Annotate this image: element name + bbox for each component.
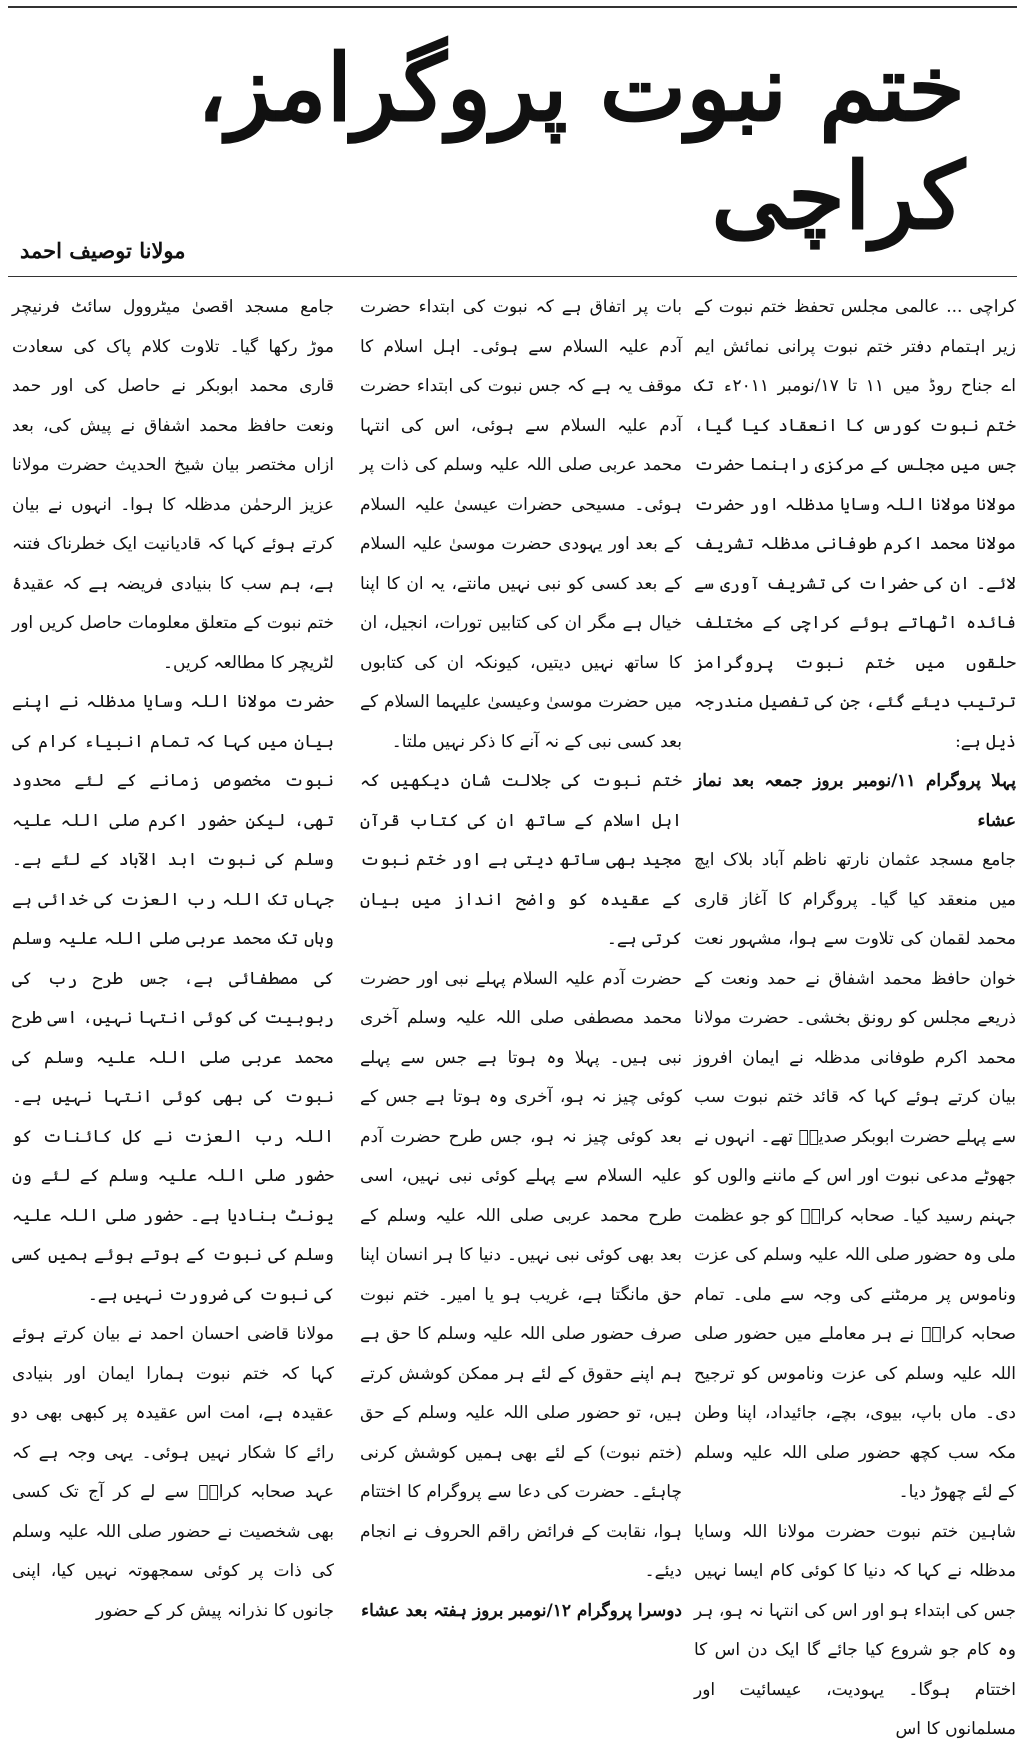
paragraph: جامع مسجد عثمان نارتھ ناظم آباد بلاک ایچ میں منعقد کیا گیا۔ پروگرام کا آغاز قاری محمد لقمان کی تلاوت سے ہوا، مشہور نعت خوان حافظ محمد اشفاق نے حمد ونعت کے ذریعے مجلس کو رونق بخشی۔ حضرت مولانا محمد اکرم طوفانی مدظلہ نے ایمان افروز بیان کرتے ہوئے کہا کہ قائد ختم نبوت سب سے پہلے حضرت ابوبکر صدیقؓ تھے۔ انہوں نے جھوٹے مدعی نبوت اور اس کے ماننے والوں کو جہنم رسید کیا۔ صحابہ کرامؓ کو جو عظمت ملی وہ حضور صلی اللہ علیہ وسلم کی عزت وناموس پر مرمٹنے کی وجہ سے ملی۔ تمام صحابہ کرامؓ نے ہر معاملے میں حضور صلی اللہ علیہ وسلم کی عزت وناموس کو ترجیح دی۔ ماں باپ، بیوی، بچے، جائیداد، اپنا وطن مکہ سب کچھ حضور صلی اللہ علیہ وسلم کے لئے چھوڑ دیا۔ bbox=[694, 850, 1016, 1502]
paragraph: شاہین ختم نبوت حضرت مولانا اللہ وسایا مدظلہ نے کہا کہ دنیا کا کوئی کام ایسا نہیں جس کی ابتداء ہو اور اس کی انتہا نہ ہو، ہر وہ کام جو شروع کیا جائے گا ایک دن اس کا اختتام ہوگا۔ یہودیت، عیسائیت اور مسلمانوں کا اس bbox=[694, 1521, 1016, 1739]
program-subheading: دوسرا پروگرام ۱۲/نومبر بروز ہفتہ بعد عشاء bbox=[361, 1600, 682, 1621]
paragraph: کراچی ... عالمی مجلس تحفظ ختم نبوت کے زیر اہتمام دفتر ختم نبوت پرانی نمائش ایم اے جناح روڈ میں ۱۱ تا ۱۷/نومبر ۲۰۱۱ء تک ختم نبوت کورس کا انعقاد کیا گیا، جس میں مجلس کے مرکزی راہنما حضرت مولانا مولانا اللہ وسایا مدظلہ اور حضرت مولانا محمد اکرم طوفانی مدظلہ تشریف لائے۔ ان کی حضرات کی تشریف آوری سے فائدہ اٹھاتے ہوئے کراچی کے مختلف حلقوں میں ختم نبوت پروگرامز ترتیب دیئے گئے، جن کی تفصیل مندرجہ ذیل ہے: bbox=[694, 297, 1016, 752]
paragraph: حضرت آدم علیہ السلام پہلے نبی اور حضرت محمد مصطفی صلی اللہ علیہ وسلم آخری نبی ہیں۔ پہلا وہ ہوتا ہے جس سے پہلے کوئی چیز نہ ہو، آخری وہ ہوتا ہے جس کے بعد کوئی چیز نہ ہو، جس طرح حضرت آدم علیہ السلام سے پہلے کوئی نبی نہیں، اسی طرح محمد عربی صلی اللہ علیہ وسلم کے بعد بھی کوئی نبی نہیں۔ دنیا کا ہر انسان اپنا حق مانگتا ہے، غریب ہو یا امیر۔ ختم نبوت صرف حضور صلی اللہ علیہ وسلم کا حق ہے ہم اپنے حقوق کے لئے ہر ممکن کوشش کرتے ہیں، تو حضور صلی اللہ علیہ وسلم کے حق (ختم نبوت) کے لئے بھی ہمیں کوشش کرنی چاہئے۔ حضرت کی دعا سے پروگرام کا اختتام ہوا، نقابت کے فرائض راقم الحروف نے انجام دیئے۔ bbox=[360, 968, 682, 1581]
program-subheading: پہلا پروگرام ۱۱/نومبر بروز جمعہ بعد نماز عشاء bbox=[694, 771, 1016, 831]
paragraph: بات پر اتفاق ہے کہ نبوت کی ابتداء حضرت آدم علیہ السلام سے ہوئی۔ اہل اسلام کا موقف یہ ہے کہ جس نبوت کی ابتداء حضرت آدم علیہ السلام سے ہوئی، اس کی انتہا محمد عربی صلی اللہ علیہ وسلم کی ذات پر ہوئی۔ مسیحی حضرات عیسیٰ علیہ السلام کے بعد اور یہودی حضرت موسیٰ علیہ السلام کے بعد کسی کو نبی نہیں مانتے، یہ ان کا اپنا خیال ہے مگر ان کی کتابیں تورات، انجیل، ان کا ساتھ نہیں دیتیں، کیونکہ ان کی کتابوں میں حضرت موسیٰ وعیسیٰ علیہما السلام کے بعد کسی نبی کے نہ آنے کا ذکر نہیں ملتا۔ bbox=[360, 297, 682, 752]
paragraph: ختم نبوت کی جلالت شان دیکھیں کہ اہل اسلام کے ساتھ ان کی کتاب قرآن مجید بھی ساتھ دیتی ہے اور ختم نبوت کے عقیدہ کو واضح انداز میں بیان کرتی ہے۔ bbox=[360, 771, 682, 949]
article-headline: ختم نبوت پروگرامز، کراچی bbox=[196, 34, 965, 250]
column-left bbox=[12, 288, 334, 1621]
paragraph: جامع مسجد اقصیٰ میٹروول سائٹ فرنیچر موڑ رکھا گیا۔ تلاوت کلام پاک کی سعادت قاری محمد ابوبکر نے حاصل کی اور حمد ونعت حافظ محمد اشفاق نے پیش کی، بعد ازاں مختصر بیان شیخ الحدیث حضرت مولانا عزیز الرحمٰن مدظلہ کا ہوا۔ انہوں نے بیان کرتے ہوئے کہا کہ قادیانیت ایک خطرناک فتنہ ہے، ہم سب کا بنیادی فریضہ ہے کہ عقیدۂ ختم نبوت کے متعلق معلومات حاصل کریں اور لٹریچر کا مطالعہ کریں۔ bbox=[12, 297, 334, 673]
byline-row bbox=[8, 236, 1017, 277]
paragraph: مولانا قاضی احسان احمد نے بیان کرتے ہوئے کہا کہ ختم نبوت ہمارا ایمان اور بنیادی عقیدہ ہے، امت اس عقیدہ پر کبھی بھی دو رائے کا شکار نہیں ہوئی۔ یہی وجہ ہے کہ عہد صحابہ کرامؓ سے لے کر آج تک کسی بھی شخصیت نے حضور صلی اللہ علیہ وسلم کی ذات پر کوئی سمجھوتہ نہیں کیا، اپنی جانوں کا نذرانہ پیش کر کے حضور bbox=[12, 1324, 334, 1621]
author-byline: مولانا توصیف احمد bbox=[20, 238, 186, 263]
column-right bbox=[694, 288, 1016, 1739]
column-middle bbox=[360, 288, 682, 1621]
top-rule bbox=[8, 6, 1017, 8]
paragraph: حضرت مولانا اللہ وسایا مدظلہ نے اپنے بیان میں کہا کہ تمام انبیاء کرام کی نبوت مخصوص زمانے کے لئے محدود تھی، لیکن حضور اکرم صلی اللہ علیہ وسلم کی نبوت ابد الآباد کے لئے ہے۔ جہاں تک اللہ رب العزت کی خدائی ہے وہاں تک محمد عربی صلی اللہ علیہ وسلم کی مصطفائی ہے، جس طرح رب کی ربوبیت کی کوئی انتہا نہیں، اسی طرح محمد عربی صلی اللہ علیہ وسلم کی نبوت کی بھی کوئی انتہا نہیں ہے۔ اللہ رب العزت نے کل کائنات کو حضور صلی اللہ علیہ وسلم کے لئے ون یونٹ بنادیا ہے۔ حضور صلی اللہ علیہ وسلم کی نبوت کے ہوتے ہوئے ہمیں کسی کی نبوت کی ضرورت نہیں ہے۔ bbox=[12, 692, 334, 1305]
